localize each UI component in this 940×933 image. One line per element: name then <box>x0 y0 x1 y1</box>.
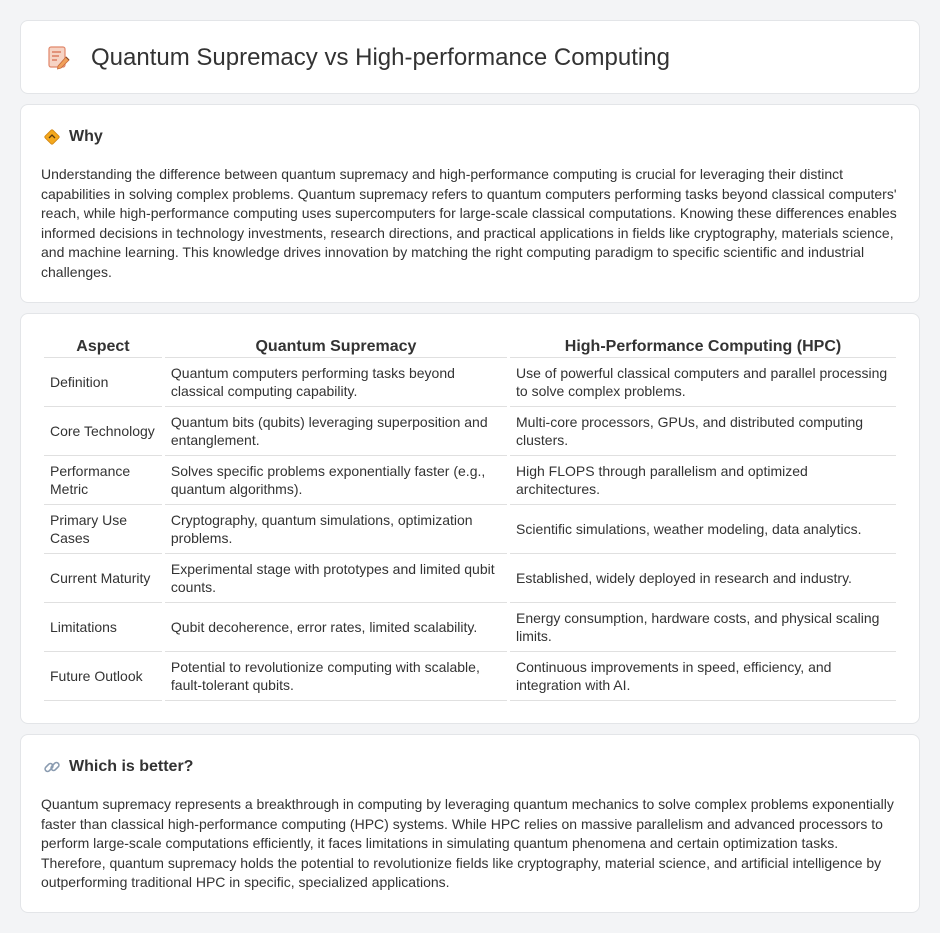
aspect-cell: Current Maturity <box>44 554 162 603</box>
quantum-cell: Quantum bits (qubits) leveraging superposition and entanglement. <box>165 407 507 456</box>
which-is-better-section <box>20 734 920 913</box>
better-heading <box>43 758 193 776</box>
aspect-cell: Core Technology <box>44 407 162 456</box>
column-header-hpc: High-Performance Computing (HPC) <box>510 334 896 358</box>
aspect-cell: Performance Metric <box>44 456 162 505</box>
quantum-cell: Qubit decoherence, error rates, limited scalability. <box>165 603 507 652</box>
why-section <box>20 104 920 303</box>
header-card <box>20 20 920 94</box>
hpc-cell: Scientific simulations, weather modeling, data analytics. <box>510 505 896 554</box>
hpc-cell: Continuous improvements in speed, efficiency, and integration with AI. <box>510 652 896 701</box>
table-row <box>44 456 896 505</box>
column-header-quantum: Quantum Supremacy <box>165 334 507 358</box>
document-pencil-icon <box>47 44 71 72</box>
table-row <box>44 407 896 456</box>
hpc-cell: High FLOPS through parallelism and optimized architectures. <box>510 456 896 505</box>
aspect-cell: Future Outlook <box>44 652 162 701</box>
hpc-cell: Established, widely deployed in research and industry. <box>510 554 896 603</box>
better-body: Quantum supremacy represents a breakthrough in computing by leveraging quantum mechanics to solve complex problems exponentially faster than classical high-performance computing (HPC) systems. While HPC relies on massive parallelism and advanced processors to perform large-scale computations efficiently, it faces limitations in simulating quantum phenomena and certain optimization tasks. Therefore, quantum supremacy holds the potential to revolutionize fields like cryptography, material science, and artificial intelligence by outperforming traditional HPC in specific, specialized applications. <box>41 796 894 890</box>
why-body: Understanding the difference between quantum supremacy and high-performance computing is crucial for leveraging their distinct capabilities in solving complex problems. Quantum supremacy refers to quantum computers performing tasks beyond classical computers' reach, while high-performance computing uses supercomputers for large-scale classical computations. Knowing these differences enables informed decisions in technology investments, research directions, and practical applications in fields like cryptography, materials science, and machine learning. This knowledge drives innovation by matching the right computing paradigm to specific scientific and industrial challenges. <box>41 166 897 280</box>
comparison-section <box>20 313 920 724</box>
quantum-cell: Potential to revolutionize computing with scalable, fault-tolerant qubits. <box>165 652 507 701</box>
hpc-cell: Use of powerful classical computers and parallel processing to solve complex problems. <box>510 358 896 407</box>
column-header-aspect: Aspect <box>44 334 162 358</box>
table-row <box>44 505 896 554</box>
table-row <box>44 603 896 652</box>
quantum-cell: Cryptography, quantum simulations, optimization problems. <box>165 505 507 554</box>
hpc-cell: Energy consumption, hardware costs, and physical scaling limits. <box>510 603 896 652</box>
diamond-sign-icon <box>43 128 61 146</box>
page-title: Quantum Supremacy vs High-performance Computing <box>91 44 670 71</box>
aspect-cell: Primary Use Cases <box>44 505 162 554</box>
quantum-cell: Quantum computers performing tasks beyond classical computing capability. <box>165 358 507 407</box>
table-row <box>44 358 896 407</box>
table-header-row <box>44 334 896 358</box>
why-heading <box>43 128 103 146</box>
table-row <box>44 554 896 603</box>
hpc-cell: Multi-core processors, GPUs, and distributed computing clusters. <box>510 407 896 456</box>
link-icon <box>43 758 61 776</box>
comparison-table <box>41 334 899 701</box>
better-title: Which is better? <box>69 758 194 775</box>
quantum-cell: Solves specific problems exponentially faster (e.g., quantum algorithms). <box>165 456 507 505</box>
table-row <box>44 652 896 701</box>
title-row <box>47 44 670 72</box>
aspect-cell: Limitations <box>44 603 162 652</box>
quantum-cell: Experimental stage with prototypes and limited qubit counts. <box>165 554 507 603</box>
aspect-cell: Definition <box>44 358 162 407</box>
why-title: Why <box>69 128 103 145</box>
